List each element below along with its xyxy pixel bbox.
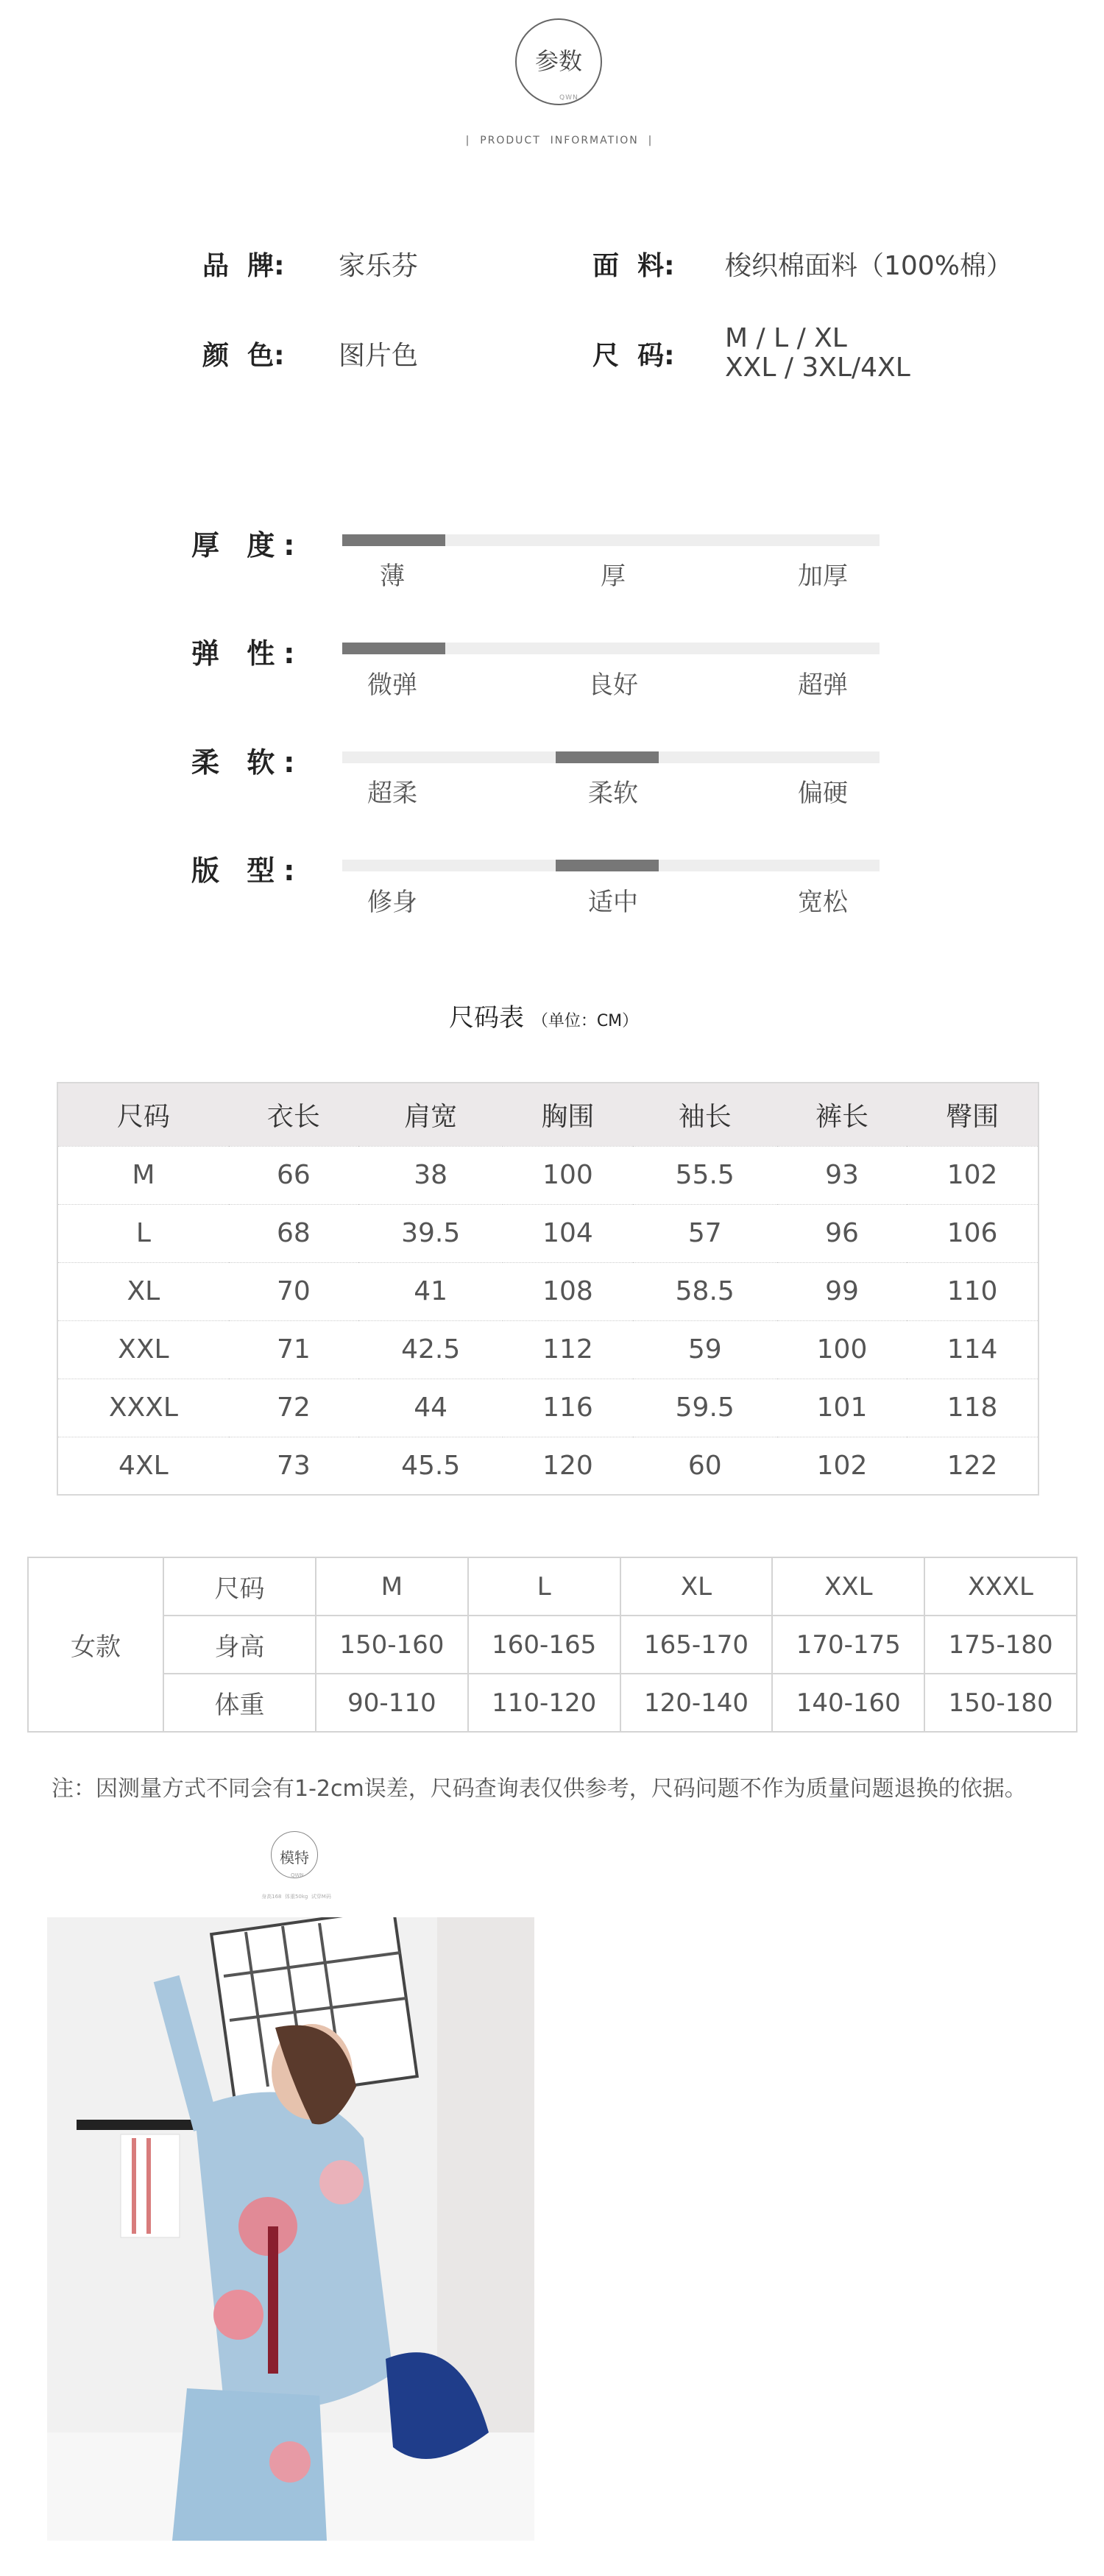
cell: 165-170 [620,1616,773,1674]
cell: 70 [229,1262,358,1320]
thickness-option: 厚 [601,562,626,591]
fit-bar-fill [556,860,659,871]
size-chart-title [449,997,638,1033]
softness-label: 柔 软: [191,746,304,779]
cell: 57 [633,1204,777,1262]
thickness-bar [342,534,880,546]
model-photo-illustration [47,1917,534,2541]
cell: 73 [229,1437,358,1495]
cell: 108 [503,1262,632,1320]
cell: 150-160 [316,1616,468,1674]
table-row [57,1379,1038,1437]
fit-bar [342,860,880,871]
cell: XL [620,1557,773,1616]
header-title: 参数 [534,47,582,75]
size-chart-title-text: 尺码表 [449,1003,524,1033]
cell: 112 [503,1320,632,1379]
cell: 116 [503,1379,632,1437]
model-info: 身高168 体重50kg 试穿M码 [261,1894,331,1900]
size-chart-unit: （单位：CM） [531,1012,639,1030]
model-title: 模特 [280,1849,309,1866]
cell: 93 [777,1146,907,1204]
cell: 122 [907,1437,1038,1495]
table-row [57,1437,1038,1495]
elasticity-option: 超弹 [798,670,848,700]
table-row [57,1320,1038,1379]
size-label: 尺 码: [592,341,675,371]
thickness-label: 厚 度: [191,529,304,562]
size-value: M / L / XL XXL / 3XL/4XL [725,323,910,383]
cell: 38 [358,1146,503,1204]
fit-option: 适中 [588,888,638,917]
cell: 45.5 [358,1437,503,1495]
fit-option: 宽松 [798,888,848,917]
cell: 58.5 [633,1262,777,1320]
brand-value: 家乐芬 [339,251,419,281]
header-cell: 肩宽 [358,1083,503,1146]
cell: 102 [907,1146,1038,1204]
cell: 101 [777,1379,907,1437]
cell: L [468,1557,620,1616]
table-row [57,1204,1038,1262]
cell: 44 [358,1379,503,1437]
cell: 60 [633,1437,777,1495]
cell: 118 [907,1379,1038,1437]
header-subtitle: QWN [559,94,578,102]
elasticity-bar-fill [342,643,445,654]
brand-label: 品 牌: [202,251,285,281]
cell: 140-160 [772,1674,924,1732]
softness-option: 超柔 [367,779,417,808]
cell: XXL [772,1557,924,1616]
header-cell: 裤长 [777,1083,907,1146]
header-cell: 衣长 [229,1083,358,1146]
cell: 170-175 [772,1616,924,1674]
cell: 66 [229,1146,358,1204]
thickness-bar-fill [342,534,445,546]
table-row [57,1262,1038,1320]
elasticity-option: 良好 [588,670,638,700]
elasticity-label: 弹 性: [191,637,304,670]
softness-option: 柔软 [588,779,638,808]
thickness-option: 加厚 [798,562,848,591]
elasticity-option: 微弹 [367,670,417,700]
elasticity-bar [342,643,880,654]
cell: 114 [907,1320,1038,1379]
table-row [28,1557,1077,1616]
measurement-note: 注：因测量方式不同会有1-2cm误差，尺码查询表仅供参考，尺码问题不作为质量问题退换的依据。 [52,1776,1027,1802]
cell: XXXL [924,1557,1077,1616]
fabric-label: 面 料: [592,251,675,281]
fit-option: 修身 [367,888,417,917]
cell: 41 [358,1262,503,1320]
header-cell: 臀围 [907,1083,1038,1146]
cell: XL [57,1262,229,1320]
women-label: 女款 [28,1557,163,1732]
cell: 42.5 [358,1320,503,1379]
cell: 尺码 [163,1557,316,1616]
cell: 55.5 [633,1146,777,1204]
cell: 120 [503,1437,632,1495]
cell: 身高 [163,1616,316,1674]
cell: 150-180 [924,1674,1077,1732]
table-row [28,1674,1077,1732]
table-row [28,1616,1077,1674]
cell: 110 [907,1262,1038,1320]
cell: 72 [229,1379,358,1437]
cell: 104 [503,1204,632,1262]
fabric-value: 梭织棉面料（100%棉） [725,251,1013,281]
cell: 39.5 [358,1204,503,1262]
cell: M [57,1146,229,1204]
cell: 4XL [57,1437,229,1495]
softness-bar [342,751,880,763]
cell: XXL [57,1320,229,1379]
fit-label: 版 型: [191,854,304,887]
cell: 体重 [163,1674,316,1732]
cell: 71 [229,1320,358,1379]
cell: 90-110 [316,1674,468,1732]
header-cell: 尺码 [57,1083,229,1146]
color-label: 颜 色: [202,341,285,371]
table-row [57,1146,1038,1204]
cell: 96 [777,1204,907,1262]
women-size-table [27,1557,1078,1733]
cell: 99 [777,1262,907,1320]
softness-option: 偏硬 [798,779,848,808]
cell: M [316,1557,468,1616]
header-cell: 胸围 [503,1083,632,1146]
size-table-header [57,1083,1038,1146]
cell: 175-180 [924,1616,1077,1674]
cell: 100 [503,1146,632,1204]
model-photo [47,1917,534,2541]
thickness-option: 薄 [380,562,405,591]
cell: 59.5 [633,1379,777,1437]
cell: 100 [777,1320,907,1379]
cell: 110-120 [468,1674,620,1732]
product-information-label: | PRODUCT INFORMATION | [465,135,654,146]
model-tag: QWN [291,1872,304,1878]
cell: 120-140 [620,1674,773,1732]
cell: 102 [777,1437,907,1495]
cell: 68 [229,1204,358,1262]
softness-bar-fill [556,751,659,763]
cell: 106 [907,1204,1038,1262]
cell: L [57,1204,229,1262]
cell: 59 [633,1320,777,1379]
cell: 160-165 [468,1616,620,1674]
cell: XXXL [57,1379,229,1437]
size-table [57,1082,1039,1496]
header-cell: 袖长 [633,1083,777,1146]
color-value: 图片色 [339,341,419,371]
